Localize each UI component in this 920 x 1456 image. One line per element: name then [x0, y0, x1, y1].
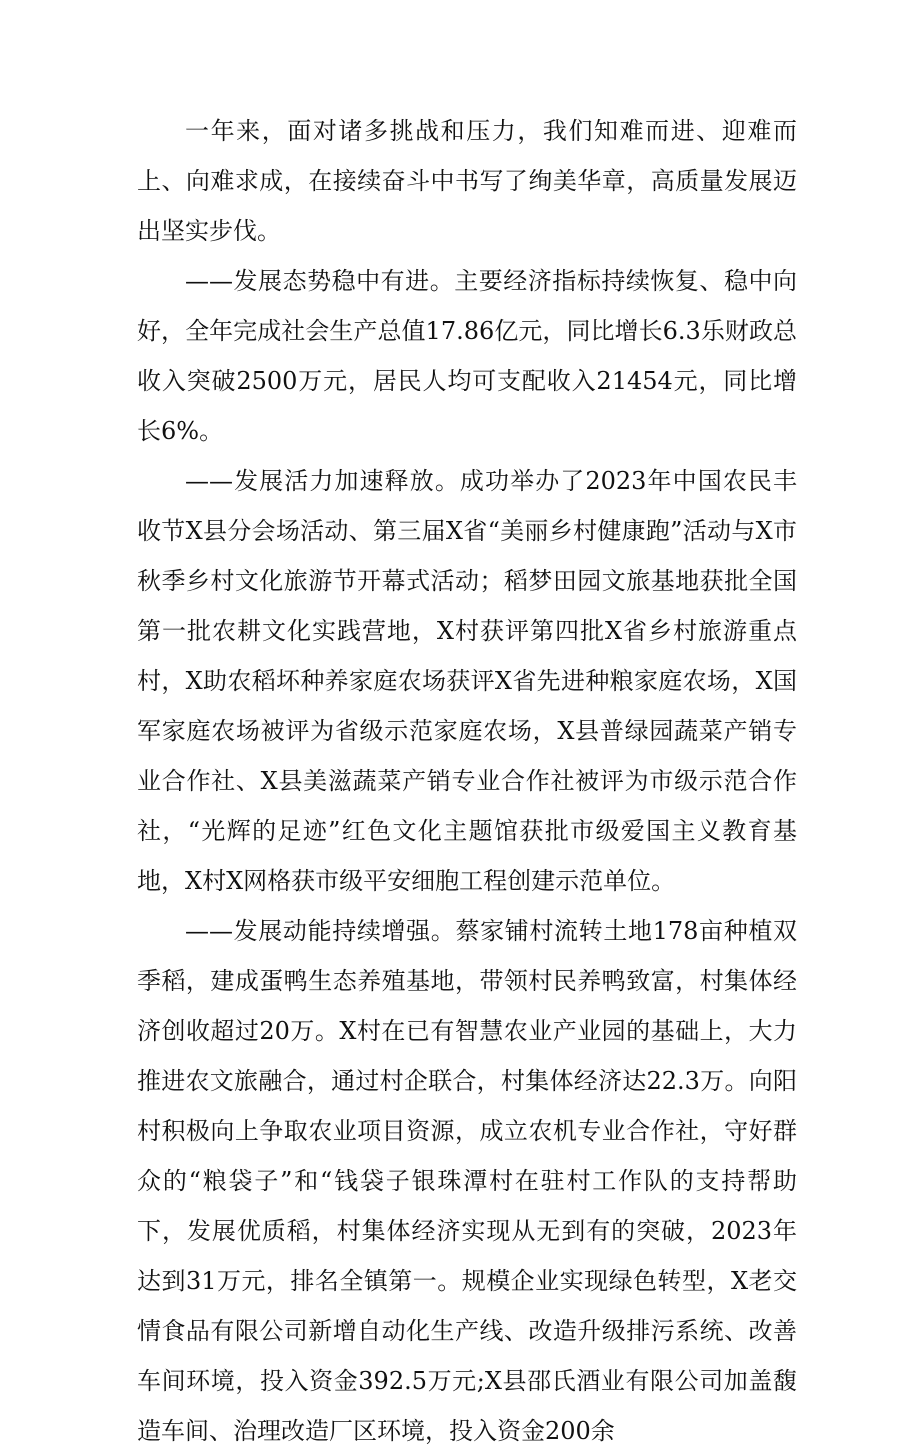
paragraph-development-vitality: ——发展活力加速释放。成功举办了2023年中国农民丰收节X县分会场活动、第三届X省“美丽乡村健康跑”活动与X市秋季乡村文化旅游节开幕式活动；稻梦田园文旅基地获批全国第一批农耕文化实践营地，X村获评第四批X省乡村旅游重点村，X助农稻坏种养家庭农场获评X省先进种粮家庭农场，X国军家庭农场被评为省级示范家庭农场，X县普绿园蔬菜产销专业合作社、X县美滋蔬菜产销专业合作社被评为市级示范合作社，“光辉的足迹”红色文化主题馆获批市级爱国主义教育基地，X村X网格获市级平安细胞工程创建示范单位。: [137, 467, 797, 895]
document-body: [137, 106, 797, 1456]
paragraph-development-momentum: ——发展动能持续增强。蔡家铺村流转土地178亩种植双季稻，建成蛋鸭生态养殖基地，带领村民养鸭致富，村集体经济创收超过20万。X村在已有智慧农业产业园的基础上，大力推进农文旅融合，通过村企联合，村集体经济达22.3万。向阳村积极向上争取农业项目资源，成立农机专业合作社，守好群众的“粮袋子”和“钱袋子银珠潭村在驻村工作队的支持帮助下，发展优质稻，村集体经济实现从无到有的突破，2023年达到31万元，排名全镇第一。规模企业实现绿色转型，X老交情食品有限公司新增自动化生产线、改造升级排污系统、改善车间环境，投入资金392.5万元;X县邵氏酒业有限公司加盖馥造车间、治理改造厂区环境，投入资金200余: [137, 917, 797, 1445]
paragraph-intro: 一年来，面对诸多挑战和压力，我们知难而进、迎难而上、向难求成，在接续奋斗中书写了绚美华章，高质量发展迈出坚实步伐。: [137, 117, 797, 245]
paragraph-development-trend: ——发展态势稳中有进。主要经济指标持续恢复、稳中向好，全年完成社会生产总值17.86亿元，同比增长6.3乐财政总收入突破2500万元，居民人均可支配收入21454元，同比增长6%。: [137, 267, 797, 445]
